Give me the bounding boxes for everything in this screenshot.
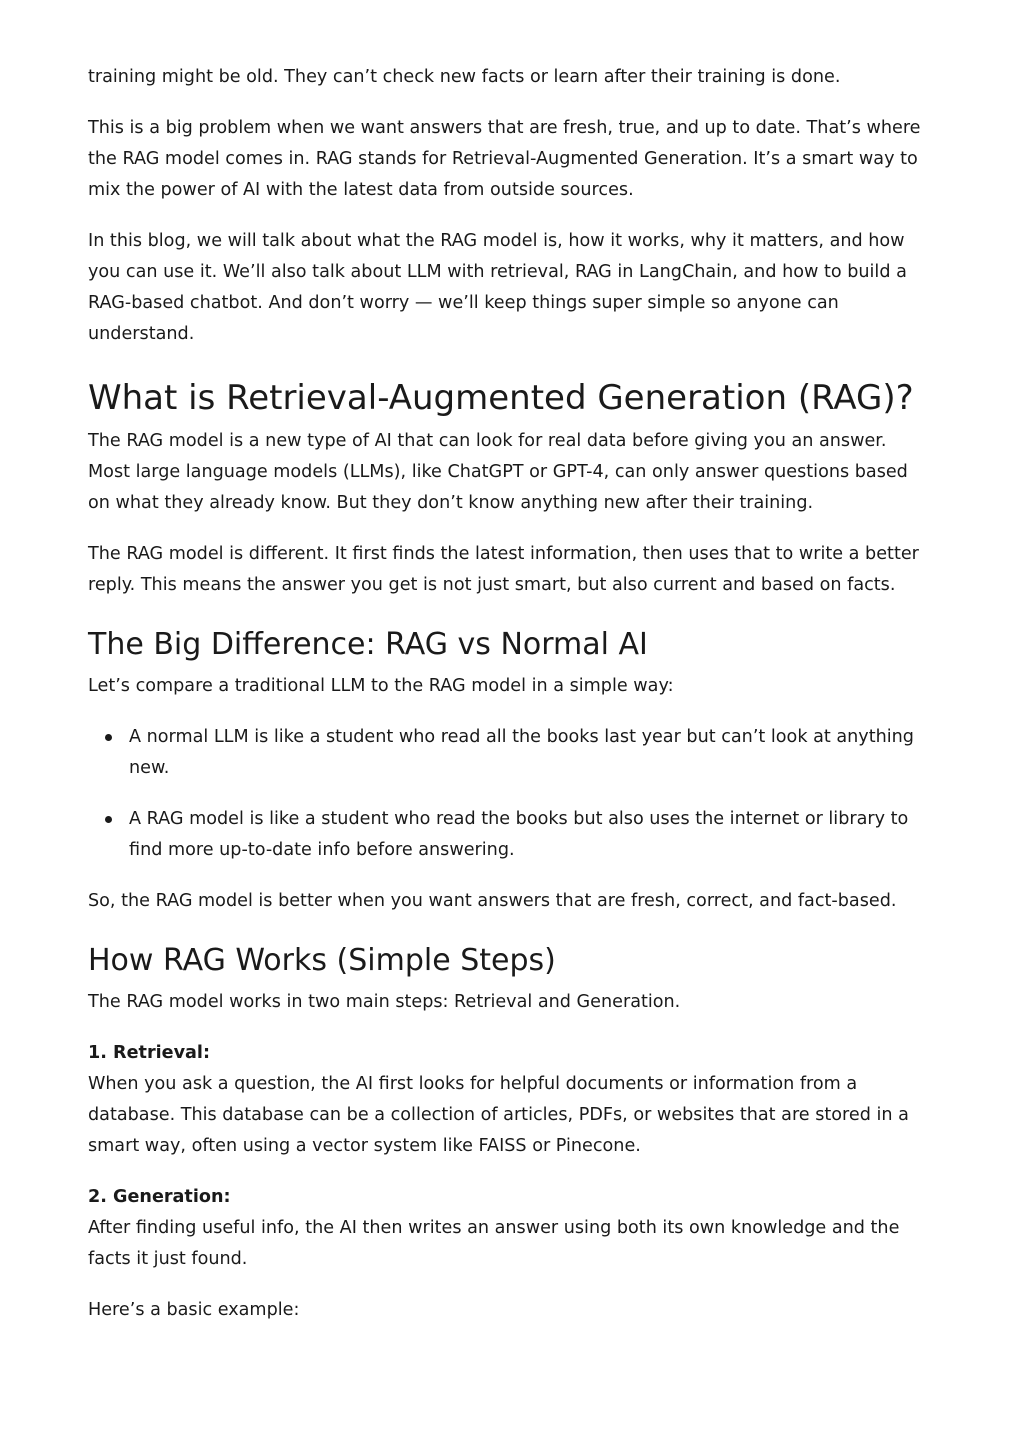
what-is-paragraph-1: The RAG model is a new type of AI that can look for real data before giving you an answer. Most large language models (LLMs), like ChatGPT or GPT-4, can only answer questions based on what they already know. But they don’t know anything new after their training. [88,431,908,513]
bullet-dot-icon [105,734,112,741]
intro-paragraph-blog-overview: In this blog, we will talk about what the RAG model is, how it works, why it matters, and how you can use it. We’ll also talk about LLM with retrieval, RAG in LangChain, and how to build a RAG-based chatbot. And don’t worry — we’ll keep things super simple so anyone can understand. [88,231,907,344]
step-text: After finding useful info, the AI then writes an answer using both its own knowledge and the facts it just found. [88,1218,900,1269]
intro-paragraph-problem: This is a big problem when we want answers that are fresh, true, and up to date. That’s where the RAG model comes in. RAG stands for Retrieval-Augmented Generation. It’s a smart way to mix the power of AI with the latest data from outside sources. [88,118,921,200]
list-item [88,804,928,866]
example-intro: Here’s a basic example: [88,1300,300,1320]
article-body [88,62,928,1326]
step-title: 1. Retrieval: [88,1043,210,1063]
intro-paragraph-continued: training might be old. They can’t check new facts or learn after their training is done. [88,67,841,87]
step-generation [88,1182,928,1275]
step-text: When you ask a question, the AI first looks for helpful documents or information from a database. This database can be a collection of articles, PDFs, or websites that are stored in a smart way, often using a vector system like FAISS or Pinecone. [88,1074,909,1156]
bullet-dot-icon [105,816,112,823]
step-title: 2. Generation: [88,1187,231,1207]
difference-intro: Let’s compare a traditional LLM to the RAG model in a simple way: [88,676,674,696]
heading-rag-vs-normal-ai: The Big Difference: RAG vs Normal AI [88,627,648,662]
what-is-paragraph-2: The RAG model is different. It first finds the latest information, then uses that to write a better reply. This means the answer you get is not just smart, but also current and based on facts. [88,544,919,595]
list-item-text: A RAG model is like a student who read the books but also uses the internet or library to find more up-to-date info before answering. [129,809,909,860]
how-works-intro: The RAG model works in two main steps: Retrieval and Generation. [88,992,681,1012]
difference-conclusion: So, the RAG model is better when you want answers that are fresh, correct, and fact-based. [88,891,897,911]
heading-how-rag-works: How RAG Works (Simple Steps) [88,943,556,978]
comparison-list [88,722,928,866]
step-retrieval [88,1038,928,1162]
list-item-text: A normal LLM is like a student who read all the books last year but can’t look at anything new. [129,727,914,778]
list-item [88,722,928,784]
heading-what-is-rag: What is Retrieval-Augmented Generation (RAG)? [88,378,914,418]
